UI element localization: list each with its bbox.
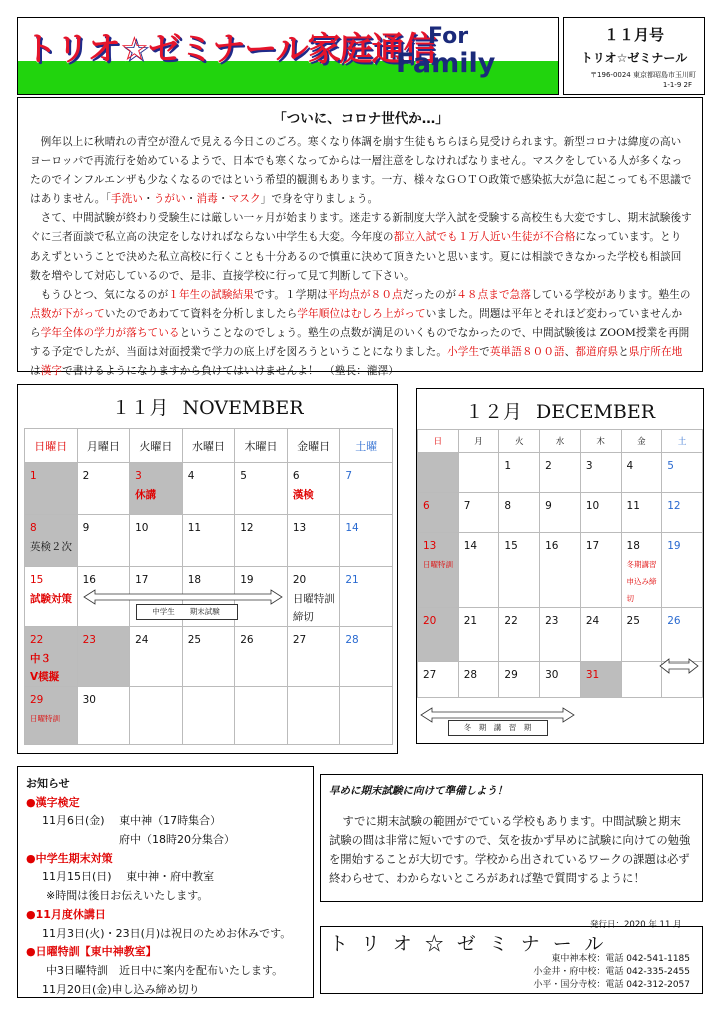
highlight-text: 都道府県: [575, 346, 619, 359]
calendar-day-cell: [540, 493, 581, 533]
day-number: 5: [667, 460, 674, 472]
calendar-day-cell: [458, 608, 499, 662]
issue-number: １１月号: [603, 26, 664, 44]
highlight-text: 点数が下がって: [30, 307, 105, 320]
day-number: 19: [667, 540, 681, 552]
day-number: 20: [292, 574, 307, 586]
calendar-day-cell: [182, 463, 235, 515]
day-number: 4: [187, 470, 195, 482]
day-number: 13: [292, 522, 307, 534]
calendar-day-cell: [499, 608, 540, 662]
contact-phone: 小平・国分寺校：電話 042-312-2057: [533, 980, 690, 990]
calendar-day-cell: [77, 463, 130, 515]
day-number: 12: [240, 522, 254, 534]
notice-sunday-title: ●日曜特訓【東中神教室】: [26, 945, 157, 959]
masthead-family-text: Family: [396, 48, 496, 79]
article-text: で書けるようになりますから負けてはいけませんよ！ （塾長：瀧澤）: [62, 365, 399, 378]
masthead: [17, 17, 559, 95]
calendar-day-cell: [287, 463, 340, 515]
day-number: 15: [30, 574, 44, 586]
day-event: 英検２次: [30, 541, 72, 553]
day-number: 1: [30, 470, 37, 482]
calendar-day-cell: [499, 493, 540, 533]
calendar-day-cell: [340, 515, 393, 567]
december-calendar: [416, 388, 704, 744]
highlight-text: 学年順位はむしろ上がって: [297, 307, 426, 320]
calendar-day-cell: [458, 662, 499, 698]
notice-exam-line: 11月15日(日) 東中神・府中教室: [42, 870, 215, 884]
highlight-text: 都立入試でも１万人近い生徒が不合格: [393, 231, 576, 244]
highlight-text: １年生の試験結果: [168, 288, 254, 301]
day-event: 冬期講習 申込み締切: [626, 560, 657, 603]
day-number: 23: [82, 634, 96, 646]
weekday-header: 土曜: [340, 429, 393, 463]
day-number: 22: [30, 634, 44, 646]
notice-exam-title: ●中学生期末対策: [26, 851, 113, 865]
calendar-day-cell: [499, 453, 540, 493]
highlight-text: 小学生: [447, 346, 480, 359]
calendar-day-cell: [340, 627, 393, 687]
article-text: は: [30, 365, 41, 378]
day-number: 18: [626, 540, 640, 552]
notice-holiday-title: ●11月度休講日: [26, 907, 106, 921]
winter-course-label: 冬 期 講 習 期: [463, 723, 532, 732]
calendar-day-cell: [235, 627, 288, 687]
notice-sunday-line: 中3日曜特訓 近日中に案内を配布いたします。: [46, 963, 284, 977]
day-number: 11: [187, 522, 202, 534]
day-event: 漢検: [292, 489, 314, 501]
weekday-header: 金曜日: [287, 429, 340, 463]
contact-box: [320, 926, 703, 994]
issue-box: [563, 17, 705, 95]
notice-kanji-line: 11月6日(金) 東中神（17時集合）: [42, 814, 222, 828]
calendar-title: [18, 393, 397, 420]
weekday-header: 金: [621, 430, 662, 453]
calendar-day-cell: [418, 493, 459, 533]
calendar-day-cell: [621, 662, 662, 698]
day-number: 25: [626, 615, 640, 627]
article-text: さて、中間試験が終わり受験生には厳しい一ヶ月が始まります。迷走する新制度大学入試を受験する高校生も大変ですし、期末試験後すぐに三者面談で私立高の決定をしなければならない中学生も大変。今年度の: [30, 212, 692, 244]
day-number: 7: [345, 470, 353, 482]
day-number: 17: [135, 574, 149, 586]
highlight-text: 手洗い: [110, 193, 143, 206]
calendar-day-cell: [621, 453, 662, 493]
winter-course-arrow: [420, 707, 575, 735]
day-number: 28: [463, 669, 478, 681]
day-event: 日曜特訓: [423, 560, 453, 569]
weekday-header: 水曜日: [182, 429, 235, 463]
day-number: 5: [240, 470, 247, 482]
calendar-day-cell: [130, 627, 183, 687]
weekday-header: 火: [499, 430, 540, 453]
exam-prep-box: [320, 774, 703, 902]
calendar-day-cell: [25, 463, 78, 515]
calendar-day-cell: [458, 533, 499, 608]
weekday-header: 月曜日: [77, 429, 130, 463]
article-text: 例年以上に秋晴れの青空が澄んで見える今日このごろ。寒くなり体調を崩す生徒もちらほら見受けられます。新型コロナは緯度の高いヨーロッパで再流行を始めているようで、日本でも寒くなってからは一層注意をしなければなりません。マスクをしている人が多くなったのでインフルエンザも少なくなるのではという希望的観測もあります。一方、様々なＧＯＴＯ政策で感染拡大が急に起こっても不思議ではありません。「: [30, 136, 692, 206]
day-event: 日曜特訓 締切: [292, 593, 335, 623]
calendar-day-cell: [418, 662, 459, 698]
article-text: もうひとつ、気になるのが: [40, 288, 169, 301]
day-number: 29: [504, 669, 518, 681]
contact-phone: 東中神本校：電話 042-541-1185: [551, 954, 690, 964]
highlight-text: うがい: [153, 193, 186, 206]
day-number: 1: [504, 460, 512, 472]
day-number: 10: [135, 522, 149, 534]
newsletter-title: トリオ☆ゼミナール家庭通信: [24, 29, 436, 68]
main-article: [17, 97, 703, 378]
day-number: 20: [423, 615, 437, 627]
calendar-day-cell: [580, 533, 621, 608]
day-event: 中３ V模擬: [30, 653, 60, 683]
day-number: 30: [82, 694, 96, 706]
day-number: 27: [292, 634, 307, 646]
article-text: と: [618, 346, 629, 359]
masthead-for-text: For: [428, 24, 469, 49]
article-text: です。１学期は: [253, 288, 328, 301]
article-paragraph: [30, 133, 692, 209]
day-number: 16: [82, 574, 96, 586]
calendar-day-cell: [130, 463, 183, 515]
calendar-day-cell: [662, 533, 703, 608]
highlight-text: マスク: [228, 193, 261, 206]
day-number: 19: [240, 574, 254, 586]
highlight-text: 漢字: [40, 365, 63, 378]
article-body: [30, 133, 692, 381]
notice-box: [17, 766, 314, 998]
day-number: 10: [585, 500, 600, 512]
day-number: 8: [504, 500, 512, 512]
day-number: 27: [423, 669, 437, 681]
highlight-text: 消毒: [196, 193, 218, 206]
calendar-day-cell: [418, 453, 459, 493]
calendar-title: [417, 397, 703, 424]
calendar-day-cell: [499, 533, 540, 608]
calendar-day-cell: [540, 608, 581, 662]
day-number: 29: [30, 694, 44, 706]
day-number: 7: [463, 500, 471, 512]
calendar-day-cell: [662, 493, 703, 533]
calendar-month-name: DECEMBER: [535, 401, 656, 423]
calendar-day-cell: [540, 533, 581, 608]
calendar-month: １１月: [111, 397, 169, 419]
school-name: トリオ☆ゼミナール: [580, 51, 688, 65]
contact-phone: 小金井・府中校：電話 042-335-2455: [533, 967, 690, 977]
day-number: 31: [585, 669, 600, 681]
calendar-day-cell: [458, 493, 499, 533]
calendar-day-cell: [287, 515, 340, 567]
day-number: 4: [626, 460, 634, 472]
highlight-text: 平均点が８０点: [327, 288, 403, 301]
calendar-day-cell: [182, 627, 235, 687]
article-text: ・: [217, 193, 229, 206]
exam-prep-title: 早めに期末試験に向けて準備しよう！: [329, 785, 508, 797]
school-address-line2: 1-1-9 2F: [662, 81, 692, 89]
calendar-day-cell: [580, 608, 621, 662]
calendar-day-cell: [340, 463, 393, 515]
article-text: で: [479, 346, 490, 359]
notice-holiday-line: 11月3日(火)・23日(月)は祝日のためお休みです。: [42, 926, 292, 940]
article-text: だったのが: [402, 288, 457, 301]
day-number: 6: [423, 500, 430, 512]
calendar-day-cell: [662, 453, 703, 493]
notice-kanji-line: 府中（18時20分集合）: [119, 833, 235, 847]
calendar-day-cell: [621, 608, 662, 662]
publication-date: 発行日：2020 年 11 月: [590, 920, 682, 930]
calendar-day-cell: [580, 453, 621, 493]
calendar-day-cell: [580, 493, 621, 533]
day-number: 15: [504, 540, 518, 552]
day-number: 28: [345, 634, 359, 646]
exam-period-arrow: [83, 589, 283, 619]
day-number: 30: [545, 669, 559, 681]
article-text: いたのであわてて資料を分析しましたら: [104, 307, 298, 320]
calendar-day-cell: [235, 515, 288, 567]
day-number: 8: [30, 522, 37, 534]
footer-school-name: トリオ☆ゼミナール: [329, 933, 617, 955]
day-number: 9: [545, 500, 552, 512]
calendar-month-name: NOVEMBER: [182, 397, 304, 419]
calendar-day-cell: [287, 567, 340, 627]
calendar-day-cell: [77, 515, 130, 567]
day-number: 26: [240, 634, 254, 646]
double-arrow-icon: [659, 658, 699, 674]
article-paragraph: [30, 286, 692, 381]
calendar-day-cell: [77, 627, 130, 687]
calendar-day-cell: [340, 567, 393, 627]
article-title: 「ついに、コロナ世代か…」: [273, 111, 449, 127]
day-number: 18: [187, 574, 202, 586]
calendar-day-cell: [25, 627, 78, 687]
article-text: 、: [564, 346, 576, 359]
day-number: 21: [345, 574, 359, 586]
day-number: 2: [82, 470, 90, 482]
day-number: 6: [292, 470, 300, 482]
school-address: 〒196-0024 東京都昭島市玉川町: [590, 71, 696, 79]
weekday-header: 木: [580, 430, 621, 453]
calendar-day-cell: [540, 453, 581, 493]
day-number: 16: [545, 540, 559, 552]
exam-prep-body: すでに期末試験の範囲がでている学校もあります。中間試験と期末試験の間は非常に短いですので、気を抜かず早めに試験に向けての勉強を開始することが大切です。学校から出されているワークの課題は必ず終わらせて、わからないところがあれば塾で質問するように！: [329, 815, 691, 885]
notice-exam-line: ※時間は後日お伝えいたします。: [46, 889, 209, 903]
weekday-header: 火曜日: [130, 429, 183, 463]
day-number: 21: [463, 615, 478, 627]
article-text: ・: [185, 193, 197, 206]
continuation-arrow: [659, 658, 699, 674]
calendar-day-cell: [621, 493, 662, 533]
day-number: 22: [504, 615, 518, 627]
calendar-day-cell: [287, 687, 340, 745]
calendar-day-cell: [580, 662, 621, 698]
day-event: 試験対策: [30, 593, 72, 605]
article-text: ということなのでしょう。塾生の点数が満足のいくものでなかったので、中間試験後は ZOOM授業を再開する予定でしたが、当面は対面授業で学力の底上げを図ろうということになりました。: [30, 326, 690, 359]
notice-sunday-line: 11月20日(金)申し込み締め切り: [42, 982, 200, 996]
highlight-text: 学年全体の学力が落ちている: [40, 326, 180, 339]
weekday-header: 日曜日: [25, 429, 78, 463]
weekday-header: 水: [540, 430, 581, 453]
day-number: 23: [545, 615, 559, 627]
article-paragraph: [30, 209, 692, 285]
day-number: 11: [626, 500, 640, 512]
calendar-day-cell: [621, 533, 662, 608]
day-number: 12: [667, 500, 681, 512]
article-text: 」で身を守りましょう。: [260, 193, 379, 206]
day-number: 2: [545, 460, 552, 472]
day-event: 休講: [135, 489, 157, 501]
weekday-header: 日: [418, 430, 459, 453]
day-number: 14: [463, 540, 478, 552]
calendar-day-cell: [25, 567, 78, 627]
day-number: 25: [187, 634, 202, 646]
calendar-day-cell: [25, 687, 78, 745]
calendar-day-cell: [540, 662, 581, 698]
article-text: している学校があります。塾生の: [531, 288, 691, 301]
day-number: 13: [423, 540, 437, 552]
day-number: 9: [82, 522, 90, 534]
exam-period-label: 中学生 期末試験: [152, 607, 220, 616]
calendar-day-cell: [662, 608, 703, 662]
weekday-header: 月: [458, 430, 499, 453]
weekday-header: 木曜日: [235, 429, 288, 463]
calendar-day-cell: [287, 627, 340, 687]
highlight-text: ４８点まで急落: [456, 288, 532, 301]
calendar-day-cell: [182, 687, 235, 745]
calendar-day-cell: [458, 453, 499, 493]
calendar-month: １２月: [464, 401, 522, 423]
calendar-day-cell: [130, 515, 183, 567]
calendar-day-cell: [235, 687, 288, 745]
article-text: いました。問題は平年とそれほど変わっていませんから: [30, 307, 683, 339]
calendar-grid: [24, 428, 393, 745]
day-number: 24: [135, 634, 149, 646]
calendar-day-cell: [182, 515, 235, 567]
november-calendar: [17, 384, 398, 754]
notice-title: お知らせ: [26, 777, 70, 790]
day-number: 26: [667, 615, 681, 627]
article-text: になっています。とりあえずということで決めた私立高校に行くことも十分あるので慎重に決めて頂きたいと思います。夏には相談できなかった学校も相談回数を増やして対応しているので、是非、直接学校に行って見て判断して下さい。: [30, 231, 682, 282]
calendar-day-cell: [77, 687, 130, 745]
day-number: 3: [585, 460, 593, 472]
calendar-day-cell: [418, 533, 459, 608]
highlight-text: 県庁所在地: [628, 346, 683, 359]
notice-kanji-title: ●漢字検定: [26, 795, 80, 809]
day-number: 3: [135, 470, 142, 482]
calendar-day-cell: [418, 608, 459, 662]
highlight-text: 英単語８００語: [489, 346, 565, 359]
calendar-day-cell: [130, 687, 183, 745]
calendar-day-cell: [25, 515, 78, 567]
calendar-day-cell: [235, 463, 288, 515]
calendar-day-cell: [340, 687, 393, 745]
calendar-day-cell: [499, 662, 540, 698]
day-number: 24: [585, 615, 600, 627]
article-text: ・: [142, 193, 154, 206]
day-number: 14: [345, 522, 359, 534]
weekday-header: 土: [662, 430, 703, 453]
day-number: 17: [585, 540, 600, 552]
day-event: 日曜特訓: [30, 714, 60, 723]
